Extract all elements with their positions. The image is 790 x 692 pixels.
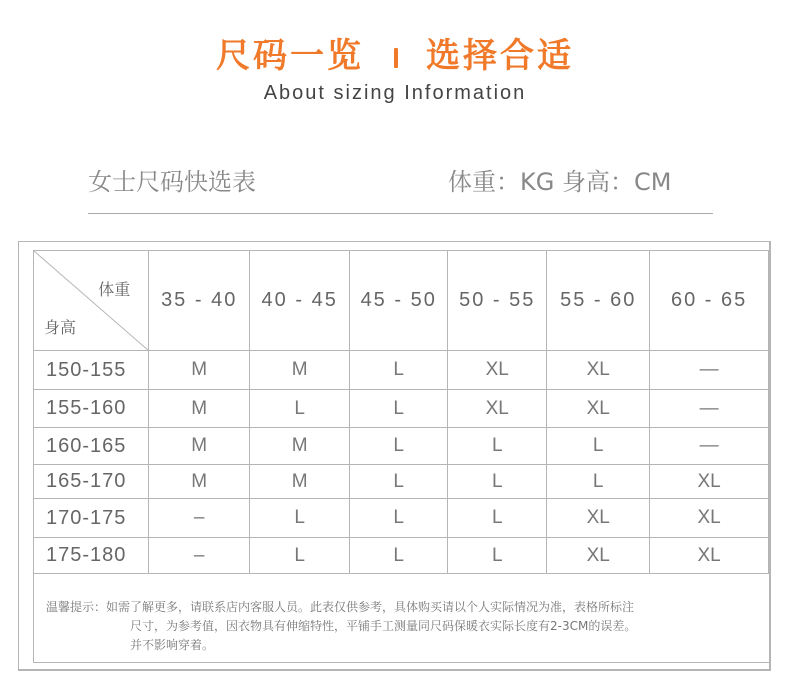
table-row [34, 465, 769, 499]
corner-height-label: 身高 [44, 318, 77, 337]
table-units: 体重：KG 身高：CM [448, 168, 672, 196]
height-header: 160-165 [34, 428, 149, 465]
size-cell: L [250, 390, 350, 428]
height-header: 150-155 [34, 351, 149, 390]
size-cell: M [149, 390, 250, 428]
weight-header: 55 - 60 [547, 251, 650, 351]
size-cell: XL [547, 538, 650, 574]
page-subtitle: About sizing Information [263, 82, 527, 104]
size-table [33, 250, 769, 574]
size-cell: XL [547, 390, 650, 428]
table-header-row [34, 251, 769, 351]
size-chart-frame [18, 241, 771, 671]
size-cell: L [448, 499, 547, 538]
size-cell: M [149, 465, 250, 499]
size-cell: — [650, 351, 769, 390]
size-cell: — [650, 390, 769, 428]
size-cell: XL [448, 390, 547, 428]
size-cell: L [350, 538, 448, 574]
size-cell: L [250, 538, 350, 574]
size-note [46, 598, 761, 655]
weight-header: 50 - 55 [448, 251, 547, 351]
size-cell: XL [650, 538, 769, 574]
size-cell: XL [650, 499, 769, 538]
size-cell: L [448, 465, 547, 499]
table-row [34, 499, 769, 538]
weight-header: 40 - 45 [250, 251, 350, 351]
table-row [34, 351, 769, 390]
table-title: 女士尺码快选表 [88, 168, 256, 196]
weight-header: 45 - 50 [350, 251, 448, 351]
weight-header: 35 - 40 [149, 251, 250, 351]
title-right: 选择合适 [426, 36, 574, 76]
size-cell: L [350, 465, 448, 499]
page-title [0, 34, 790, 78]
size-cell: M [149, 351, 250, 390]
size-cell: L [350, 390, 448, 428]
height-header: 155-160 [34, 390, 149, 428]
size-cell: M [250, 351, 350, 390]
size-cell: M [149, 428, 250, 465]
size-cell: XL [547, 499, 650, 538]
height-header: 175-180 [34, 538, 149, 574]
title-divider [88, 213, 713, 214]
size-cell: L [547, 428, 650, 465]
size-cell: – [149, 538, 250, 574]
height-header: 165-170 [34, 465, 149, 499]
size-cell: L [448, 538, 547, 574]
note-line: 并不影响穿着。 [130, 638, 215, 652]
size-cell: – [149, 499, 250, 538]
size-cell: XL [448, 351, 547, 390]
size-cell: L [547, 465, 650, 499]
size-chart-inner [33, 250, 771, 663]
table-row [34, 428, 769, 465]
size-cell: XL [650, 465, 769, 499]
corner-weight-label: 体重 [98, 280, 131, 299]
table-row [34, 390, 769, 428]
title-left: 尺码一览 [216, 36, 364, 76]
size-cell: — [650, 428, 769, 465]
size-cell: L [350, 499, 448, 538]
note-line: 温馨提示：如需了解更多，请联系店内客服人员。此表仅供参考，具体购买请以个人实际情况为准，表格所标注 [46, 600, 635, 614]
size-cell: L [448, 428, 547, 465]
corner-cell [34, 251, 149, 351]
height-header: 170-175 [34, 499, 149, 538]
size-cell: M [250, 428, 350, 465]
note-line: 尺寸，为参考值，因衣物具有伸缩特性，平铺手工测量同尺码保暖衣实际长度有2-3CM的误差。 [130, 619, 637, 633]
size-cell: XL [547, 351, 650, 390]
size-cell: L [350, 351, 448, 390]
size-cell: L [250, 499, 350, 538]
title-separator [394, 48, 398, 68]
weight-header: 60 - 65 [650, 251, 769, 351]
table-row [34, 538, 769, 574]
size-cell: M [250, 465, 350, 499]
size-cell: L [350, 428, 448, 465]
